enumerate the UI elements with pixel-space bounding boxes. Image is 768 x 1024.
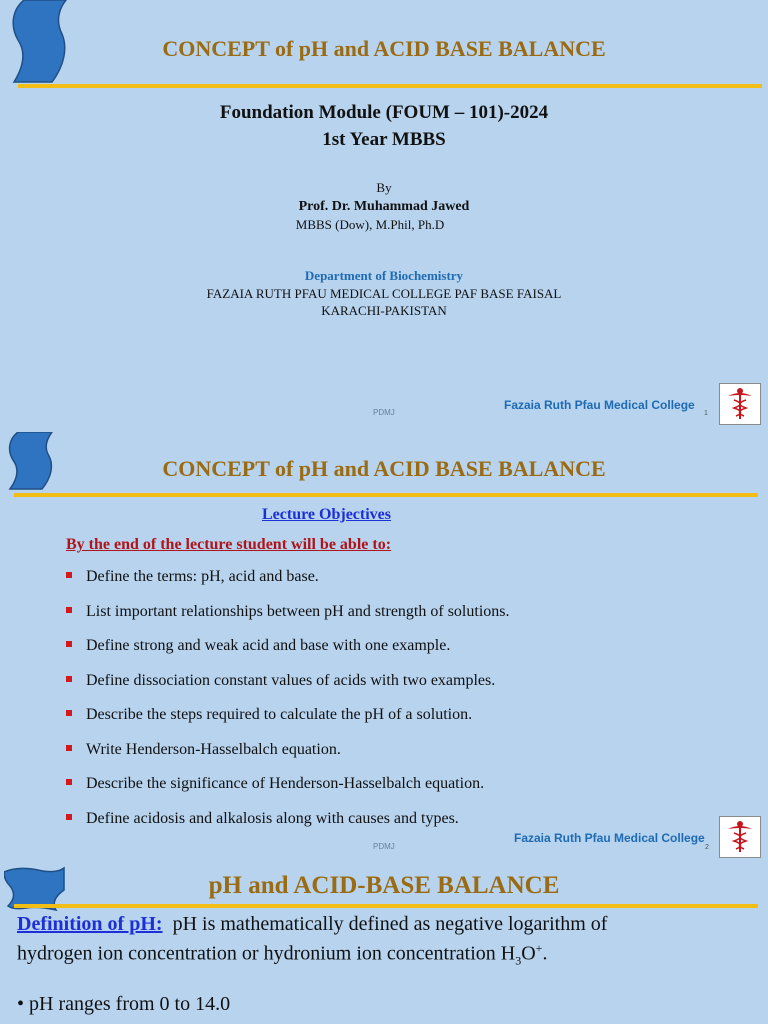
- title-rule: [18, 84, 762, 88]
- list-item: Write Henderson-Hasselbalch equation.: [66, 740, 510, 775]
- module-name: Foundation Module (FOUM – 101)-2024: [219, 102, 549, 123]
- college-logo: [719, 383, 761, 425]
- superscript: +: [535, 941, 543, 955]
- title-rule: [14, 904, 758, 908]
- page-number: 1: [704, 410, 708, 417]
- caduceus-icon: [720, 384, 760, 424]
- list-item: Define acidosis and alkalosis along with causes and types.: [66, 809, 510, 844]
- slide-title: CONCEPT of pH and ACID BASE BALANCE: [162, 36, 606, 61]
- definition-label: Definition of pH:: [17, 913, 163, 935]
- bullet-item: [17, 993, 230, 1016]
- bullet-text: pH ranges from 0 to 14.0: [29, 993, 231, 1015]
- footer-initials: PDMJ: [373, 408, 395, 417]
- caduceus-icon: [720, 817, 760, 857]
- footer-college-name: Fazaia Ruth Pfau Medical College: [514, 831, 705, 845]
- definition-text: hydrogen ion concentration or hydronium ion concentration H: [17, 942, 516, 965]
- footer-initials: PDMJ: [373, 842, 395, 851]
- slide-title: pH and ACID-BASE BALANCE: [208, 872, 560, 899]
- list-item: Define strong and weak acid and base with one example.: [66, 636, 510, 671]
- list-item: Define dissociation constant values of acids with two examples.: [66, 671, 510, 706]
- author-degrees: MBBS (Dow), M.Phil, Ph.D: [295, 217, 445, 232]
- slide-title: CONCEPT of pH and ACID BASE BALANCE: [162, 456, 606, 481]
- definition-text: pH is mathematically defined as negative logarithm of: [172, 913, 608, 935]
- department-name: Department of Biochemistry: [304, 268, 464, 283]
- year-label: 1st Year MBBS: [322, 129, 446, 150]
- list-item: Describe the significance of Henderson-Hasselbalch equation.: [66, 774, 510, 809]
- college-line: FAZAIA RUTH PFAU MEDICAL COLLEGE PAF BASE FAISAL: [206, 286, 562, 301]
- city-line: KARACHI-PAKISTAN: [321, 303, 447, 318]
- definition-line-2: [17, 941, 547, 969]
- page-number: 2: [705, 844, 709, 851]
- list-item: Describe the steps required to calculate the pH of a solution.: [66, 705, 510, 740]
- chem-symbol: O: [521, 942, 536, 965]
- bullet-dot-icon: •: [17, 993, 25, 1015]
- objectives-intro: By the end of the lecture student will be able to:: [66, 536, 392, 553]
- objectives-heading: Lecture Objectives: [262, 506, 391, 523]
- period: .: [542, 942, 548, 965]
- college-logo: [719, 816, 761, 858]
- slide-2: [0, 430, 768, 860]
- subscript: 3: [515, 953, 522, 968]
- slide-3: [0, 862, 768, 1024]
- title-rule: [14, 493, 758, 497]
- footer-college-name: Fazaia Ruth Pfau Medical College: [504, 398, 695, 412]
- definition-line-1: [17, 913, 607, 936]
- list-item: Define the terms: pH, acid and base.: [66, 567, 510, 602]
- list-item: List important relationships between pH and strength of solutions.: [66, 602, 510, 637]
- objectives-list: [66, 567, 510, 843]
- author-name: Prof. Dr. Muhammad Jawed: [298, 199, 470, 214]
- slide-1: [0, 0, 768, 430]
- by-label: By: [376, 180, 392, 195]
